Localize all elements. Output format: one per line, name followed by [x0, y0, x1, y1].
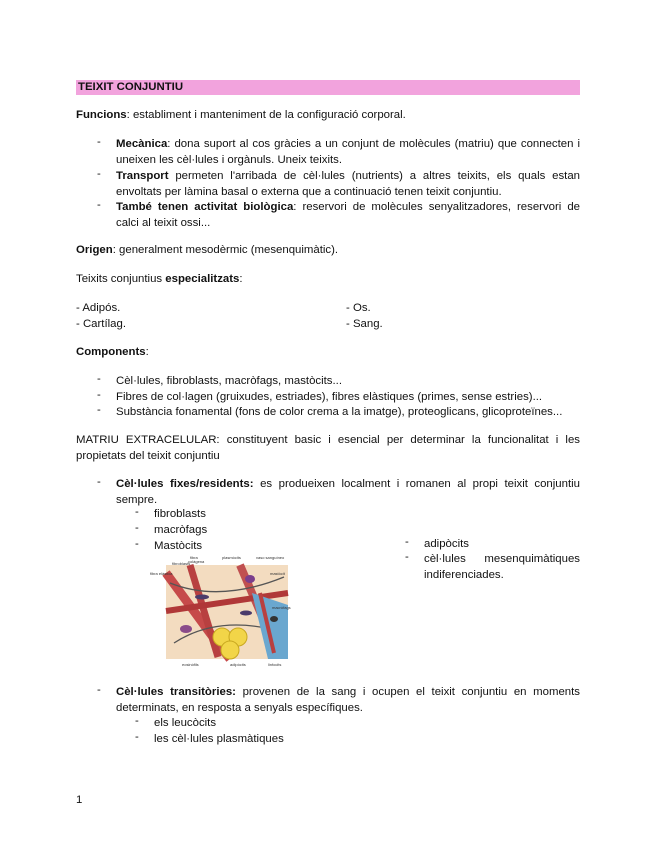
figure-label: fibra	[190, 555, 198, 560]
especialitzat-sang: - Sang.	[346, 318, 383, 330]
component-item: Cèl·lules, fibroblasts, macròfags, mastòcits...	[116, 375, 342, 387]
item-bold: Mecànica	[116, 138, 168, 150]
figure-label: macròfags	[272, 605, 291, 610]
especialitzats-bold: especialitzats	[165, 273, 240, 285]
funcions-paragraph	[76, 107, 586, 123]
fixes-item	[116, 476, 580, 508]
figure-label: fibra elàstica	[150, 571, 173, 576]
figure-label: fibroblasts	[172, 561, 191, 566]
connective-tissue-figure	[150, 553, 298, 669]
origen-label: Origen	[76, 244, 113, 256]
fibroblast	[240, 611, 252, 616]
bullet-dash: -	[97, 389, 101, 401]
components-suffix: :	[145, 346, 149, 358]
especialitzats-paragraph	[76, 271, 586, 287]
funcions-item-mecanica	[116, 136, 580, 168]
origen-paragraph	[76, 242, 586, 258]
item-text: : reservori de molècules senyalitzadores, reservori de calci al teixit ossi...	[116, 201, 580, 229]
figure-label: adipòcits	[230, 662, 246, 667]
figure-label: linfocits	[268, 662, 282, 667]
bullet-dash: -	[135, 522, 139, 534]
bullet-dash: -	[97, 168, 101, 180]
funcions-text: : establiment i manteniment de la configuració corporal.	[126, 109, 406, 121]
transitories-item	[116, 684, 580, 716]
fixes-sub-item: Mastòcits	[154, 540, 203, 552]
plasma-cell	[245, 575, 255, 583]
figure-label: mastòcit	[270, 571, 285, 576]
bullet-dash: -	[97, 684, 101, 696]
especialitzat-adipos: - Adipós.	[76, 302, 121, 314]
components-heading	[76, 344, 149, 360]
item-bold: També tenen activitat biològica	[116, 201, 294, 213]
bullet-dash: -	[97, 404, 101, 416]
mast-cell	[180, 625, 192, 633]
figure-label: colàgena	[188, 559, 205, 564]
funcions-label: Funcions	[76, 109, 127, 121]
fixes-sub-item: cèl·lules mesenquimàtiques indiferenciades.	[424, 553, 580, 581]
fixes-sub-item: macròfags	[154, 524, 208, 536]
figure-label: vaso sanguíneo	[256, 555, 285, 560]
transitories-sub-item: les cèl·lules plasmàtiques	[154, 733, 284, 745]
fibroblast	[195, 595, 209, 600]
especialitzat-os: - Os.	[346, 302, 371, 314]
figure-label: plasmòcits	[222, 555, 241, 560]
bullet-dash: -	[97, 199, 101, 211]
funcions-item-transport	[116, 168, 580, 200]
especialitzats-suffix: :	[239, 273, 243, 285]
origen-text: : generalment mesodèrmic (mesenquimàtic).	[112, 244, 339, 256]
bullet-dash: -	[97, 476, 101, 488]
bullet-dash: -	[405, 551, 409, 563]
bullet-dash: -	[135, 538, 139, 550]
bullet-dash: -	[135, 715, 139, 727]
especialitzat-cartilag: - Cartílag.	[76, 318, 127, 330]
funcions-item-activitat	[116, 199, 580, 231]
especialitzats-prefix: Teixits conjuntius	[76, 273, 166, 285]
item-text: : dona suport al cos gràcies a un conjunt de molècules (matriu) que connecten i uneixen les cèl·lules i orgànuls. Uneix teixits.	[116, 138, 580, 166]
component-item: Substància fonamental (fons de color crema a la imatge), proteoglicans, glicoproteïnes...	[116, 406, 563, 418]
transitories-text: provenen de la sang i ocupen el teixit conjuntiu en moments determinats, en resposta a senyals específiques.	[116, 686, 580, 714]
bullet-dash: -	[405, 536, 409, 548]
bullet-dash: -	[135, 506, 139, 518]
bullet-dash: -	[97, 373, 101, 385]
lymphocyte	[270, 616, 278, 622]
bullet-dash: -	[97, 136, 101, 148]
bullet-dash: -	[135, 731, 139, 743]
fixes-text: es produeixen localment i romanen al propi teixit conjuntiu sempre.	[116, 478, 580, 506]
item-text: permeten l'arribada de cèl·lules (nutrients) a altres teixits, els quals estan envoltats per làmina basal o externa que a continuació tenen teixit conjuntiu.	[116, 170, 580, 198]
fixes-bold: Cèl·lules fixes/residents:	[116, 478, 254, 490]
fixes-sub-item: adipòcits	[424, 538, 469, 550]
components-label: Components	[76, 346, 146, 358]
fixes-sub-item: fibroblasts	[154, 508, 206, 520]
item-bold: Transport	[116, 170, 169, 182]
transitories-bold: Cèl·lules transitòries:	[116, 686, 236, 698]
page-number: 1	[76, 794, 83, 806]
adipocyte	[221, 641, 239, 659]
figure-label: eosinòfils	[182, 662, 199, 667]
section-heading: TEIXIT CONJUNTIU	[76, 80, 580, 95]
transitories-sub-item: els leucòcits	[154, 717, 217, 729]
component-item: Fibres de col·lagen (gruixudes, estriades), fibres elàstiques (primes, sense estries)...	[116, 391, 543, 403]
matriu-paragraph: MATRIU EXTRACELULAR: constituyent basic i esencial per determinar la funcionalitat i les propietats del teixit conjuntiu	[76, 434, 580, 462]
